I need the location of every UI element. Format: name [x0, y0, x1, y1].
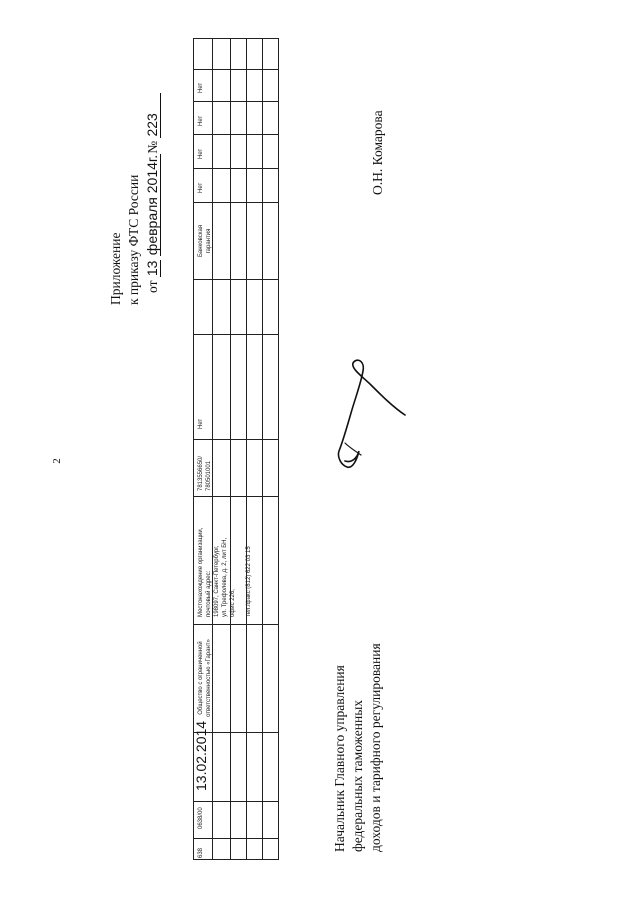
cell-no-4: Нет [198, 115, 204, 126]
address-line: почтовый адрес: [206, 570, 212, 617]
page-number: 2 [51, 458, 63, 464]
order-day: 13 [144, 260, 160, 277]
cell-row-number: 638 [198, 847, 204, 858]
appendix-order-ref: к приказу ФТС России [126, 174, 141, 305]
appendix-title: Приложение [108, 232, 123, 305]
cell-date: 13.02.2014 [193, 720, 209, 791]
signatory-title-line-1: Начальник Главного управления [332, 665, 347, 852]
cell-registration-number: 0638/00 [198, 807, 204, 829]
address-line: офис 226, [230, 589, 236, 617]
signatory-title-line-3: доходов и тарифного регулирования [368, 643, 383, 852]
cell-no-3: Нет [198, 148, 204, 159]
inn: 7813556650/ [198, 455, 204, 491]
signatory-name: О.Н. Комарова [370, 110, 385, 195]
cell-guarantee [197, 208, 213, 274]
order-number: 223 [144, 93, 161, 137]
cell-organization-name: Общество с ограниченной ответственностью «Гарант» [198, 639, 212, 717]
order-month-year: февраля 2014г. [144, 154, 160, 256]
address-line [237, 528, 245, 617]
address-line: тел./факс (812) 622 03 15 [246, 546, 252, 617]
guarantee-line: Банковская [198, 224, 204, 258]
cell-inn-kpp [197, 456, 213, 491]
cell-no-5: Нет [198, 82, 204, 93]
guarantee-line: гарантия [206, 228, 212, 254]
order-number-label: № [145, 140, 160, 154]
registry-table [193, 38, 279, 860]
address-line: Местонахождение организации, [198, 527, 204, 617]
order-date-prefix: от [145, 280, 160, 293]
signatory-title-line-2: федеральных таможенных [350, 699, 365, 852]
appendix-order-date [145, 93, 160, 293]
kpp: 780501001 [206, 460, 212, 491]
address-line: 198097, Санкт-Петербург, [214, 545, 220, 617]
address-line: ул. Трефолева, д. 2, лит БН, [222, 537, 228, 617]
cell-address [197, 528, 253, 617]
cell-no-2: Нет [198, 182, 204, 193]
handwritten-signature [333, 355, 413, 475]
cell-no-1: Нет [198, 418, 204, 429]
